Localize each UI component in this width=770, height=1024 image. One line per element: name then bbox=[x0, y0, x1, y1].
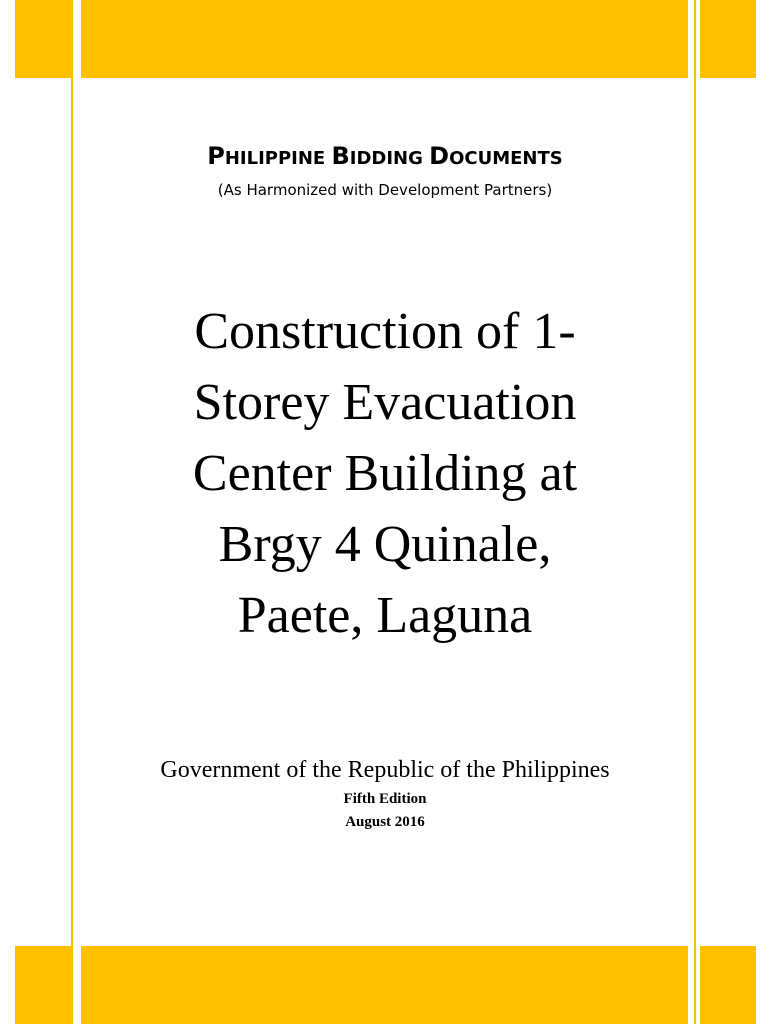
edition-date: August 2016 bbox=[345, 814, 425, 830]
bottom-right-gold-band bbox=[700, 946, 756, 1024]
top-right-gold-band bbox=[700, 0, 756, 78]
government-name: Government of the Republic of the Philippines bbox=[160, 757, 610, 783]
heading-part: IDDING bbox=[349, 148, 430, 169]
project-title bbox=[95, 296, 675, 651]
project-title-line: Center Building at bbox=[192, 445, 578, 502]
edition-label: Fifth Edition bbox=[343, 791, 427, 807]
heading-part: D bbox=[429, 142, 450, 170]
project-title-line: Storey Evacuation bbox=[193, 374, 577, 431]
heading-part: OCUMENTS bbox=[449, 148, 563, 169]
top-left-gold-band bbox=[15, 0, 71, 78]
heading-part: P bbox=[207, 142, 225, 170]
heading-part: B bbox=[331, 142, 350, 170]
document-subtitle: (As Harmonized with Development Partners) bbox=[217, 181, 553, 199]
document-heading bbox=[0, 142, 770, 170]
bottom-left-gold-band bbox=[15, 946, 71, 1024]
project-title-line: Construction of 1- bbox=[194, 303, 576, 360]
bottom-center-gold-band bbox=[81, 946, 688, 1024]
top-center-gold-band bbox=[81, 0, 688, 78]
project-title-line: Paete, Laguna bbox=[237, 587, 533, 644]
heading-part: HILIPPINE bbox=[224, 148, 332, 169]
project-title-line: Brgy 4 Quinale, bbox=[218, 516, 552, 573]
